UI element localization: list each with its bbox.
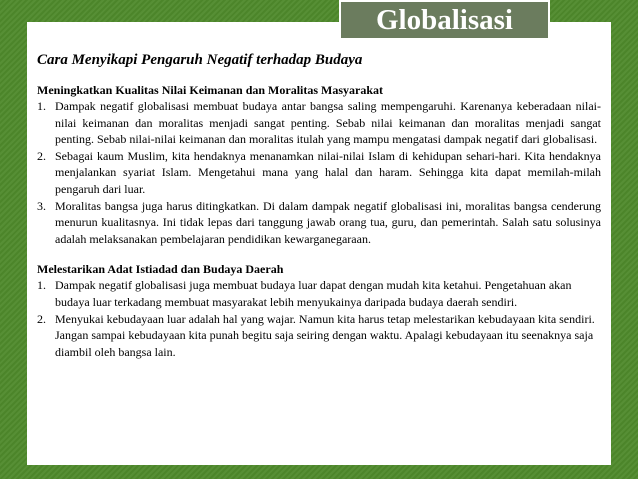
item-text: Sebagai kaum Muslim, kita hendaknya menanamkan nilai-nilai Islam di kehidupan sehari-hari. Kita hendaknya menjalankan syariat Islam. Mengetahui mana yang halal dan haram. Sehingga kita dapat memilah-milah pengaruh dari luar. <box>55 148 601 196</box>
numbered-list <box>37 98 601 247</box>
content-panel <box>27 22 611 465</box>
item-number: 2. <box>37 311 46 326</box>
item-number: 2. <box>37 148 46 163</box>
slide-title: Globalisasi <box>339 0 550 40</box>
item-text: Dampak negatif globalisasi membuat budaya antar bangsa saling mempengaruhi. Karenanya keberadaan nilai-nilai keimanan dan moralitas menjadi sangat penting. Sebab nilai keimanan dan moralitas menjadi sangat penting. Sebab nilai-nilai keimanan dan moralitas itulah yang mampu mengatasi dampak negatif dari globalisasi. <box>55 99 601 147</box>
item-number: 1. <box>37 278 46 293</box>
list-item <box>37 98 601 148</box>
item-number: 1. <box>37 99 46 113</box>
item-text: Moralitas bangsa juga harus ditingkatkan. Di dalam dampak negatif globalisasi ini, moralitas bangsa cenderung menurun kualitasnya. Ini tidak lepas dari tanggung jawab orang tua, guru, dan pemerintah. Salah satu solusinya adalah melaksanakan pembelajaran pendidikan kewarganegaraan. <box>55 198 601 246</box>
item-number: 3. <box>37 198 46 213</box>
section-adat-istiadat <box>37 261 601 360</box>
document-heading: Cara Menyikapi Pengaruh Negatif terhadap Budaya <box>37 52 363 68</box>
list-item <box>37 311 601 361</box>
list-item <box>37 277 601 310</box>
list-item <box>37 198 601 248</box>
section-keimanan <box>37 82 601 247</box>
section-title: Meningkatkan Kualitas Nilai Keimanan dan Moralitas Masyarakat <box>37 83 384 97</box>
list-item <box>37 148 601 198</box>
item-text: Dampak negatif globalisasi juga membuat budaya luar dapat dengan mudah kita ketahui. Pengetahuan akan budaya luar terkadang membuat masyarakat lebih menyukainya daripada budaya daerah sendiri. <box>55 278 572 309</box>
section-title: Melestarikan Adat Istiadad dan Budaya Daerah <box>37 262 284 277</box>
numbered-list <box>37 277 601 360</box>
item-text: Menyukai kebudayaan luar adalah hal yang wajar. Namun kita harus tetap melestarikan kebudayaan kita sendiri. Jangan sampai kebudayaan kita punah begitu saja seiring dengan waktu. Apalagi kebudayaan itu seenaknya saja diambil oleh bangsa lain. <box>55 311 595 359</box>
